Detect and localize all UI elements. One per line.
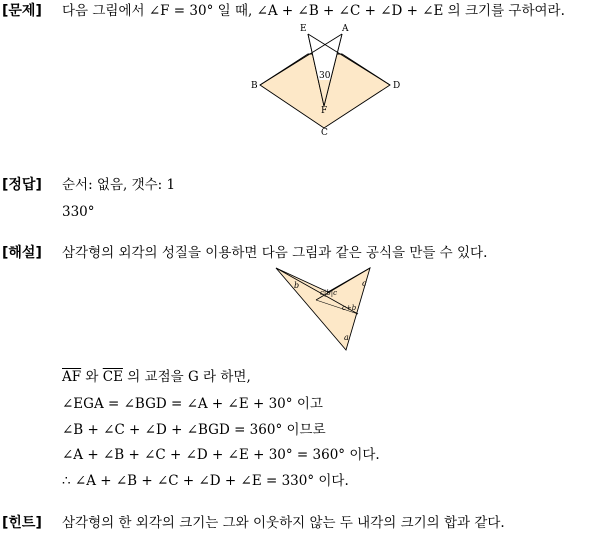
segment-ce: $\overline{CE}$ — [102, 369, 123, 385]
label-a: A — [342, 24, 349, 34]
equation-1: ∠EGA = ∠BGD = ∠A + ∠E + 30° 이고 — [62, 396, 323, 412]
label-top-angles: c|b|c — [320, 289, 338, 297]
label-d: D — [393, 81, 401, 91]
equation-3: ∠A + ∠B + ∠C + ∠D + ∠E + 30° = 360° 이다. — [62, 447, 380, 463]
answer-meta: 순서: 없음, 갯수: 1 — [62, 177, 176, 193]
hint-tag: [힌트] — [2, 515, 42, 531]
label-c: C — [321, 128, 328, 136]
hint-text: 삼각형의 한 외각의 크기는 그와 이웃하지 않는 두 내각의 크기의 합과 같다. — [62, 515, 505, 531]
label-e: E — [300, 24, 307, 34]
equation-2: ∠B + ∠C + ∠D + ∠BGD = 360° 이므로 — [62, 422, 326, 438]
label-f: F — [321, 106, 328, 116]
answer-tag: [정답] — [2, 177, 42, 193]
explanation-tag: [해설] — [2, 245, 42, 261]
segment-end-text: 의 교점을 G 라 하면, — [122, 369, 251, 385]
problem-figure — [250, 18, 410, 136]
angle-30-label: 30 — [319, 71, 331, 81]
answer-value: 330° — [62, 204, 95, 220]
label-a-angle: a — [344, 333, 349, 342]
segment-af: $\overline{AF}$ — [62, 369, 82, 385]
equation-4: ∴ ∠A + ∠B + ∠C + ∠D + ∠E = 330° 이다. — [62, 473, 349, 489]
problem-tag: [문제] — [2, 3, 42, 19]
explanation-intro: 삼각형의 외각의 성질을 이용하면 다음 그림과 같은 공식을 만들 수 있다. — [62, 245, 488, 261]
label-c-angle: c — [362, 279, 367, 288]
explanation-figure — [272, 264, 392, 354]
label-b: B — [251, 81, 258, 91]
problem-text: 다음 그림에서 ∠F = 30° 일 때, ∠A + ∠B + ∠C + ∠D + ∠E 의 크기를 구하여라. — [62, 3, 565, 19]
segment-mid-text: 와 — [81, 369, 103, 385]
label-mid-angles: c+b — [342, 304, 357, 312]
label-b-angle: b — [294, 281, 300, 290]
